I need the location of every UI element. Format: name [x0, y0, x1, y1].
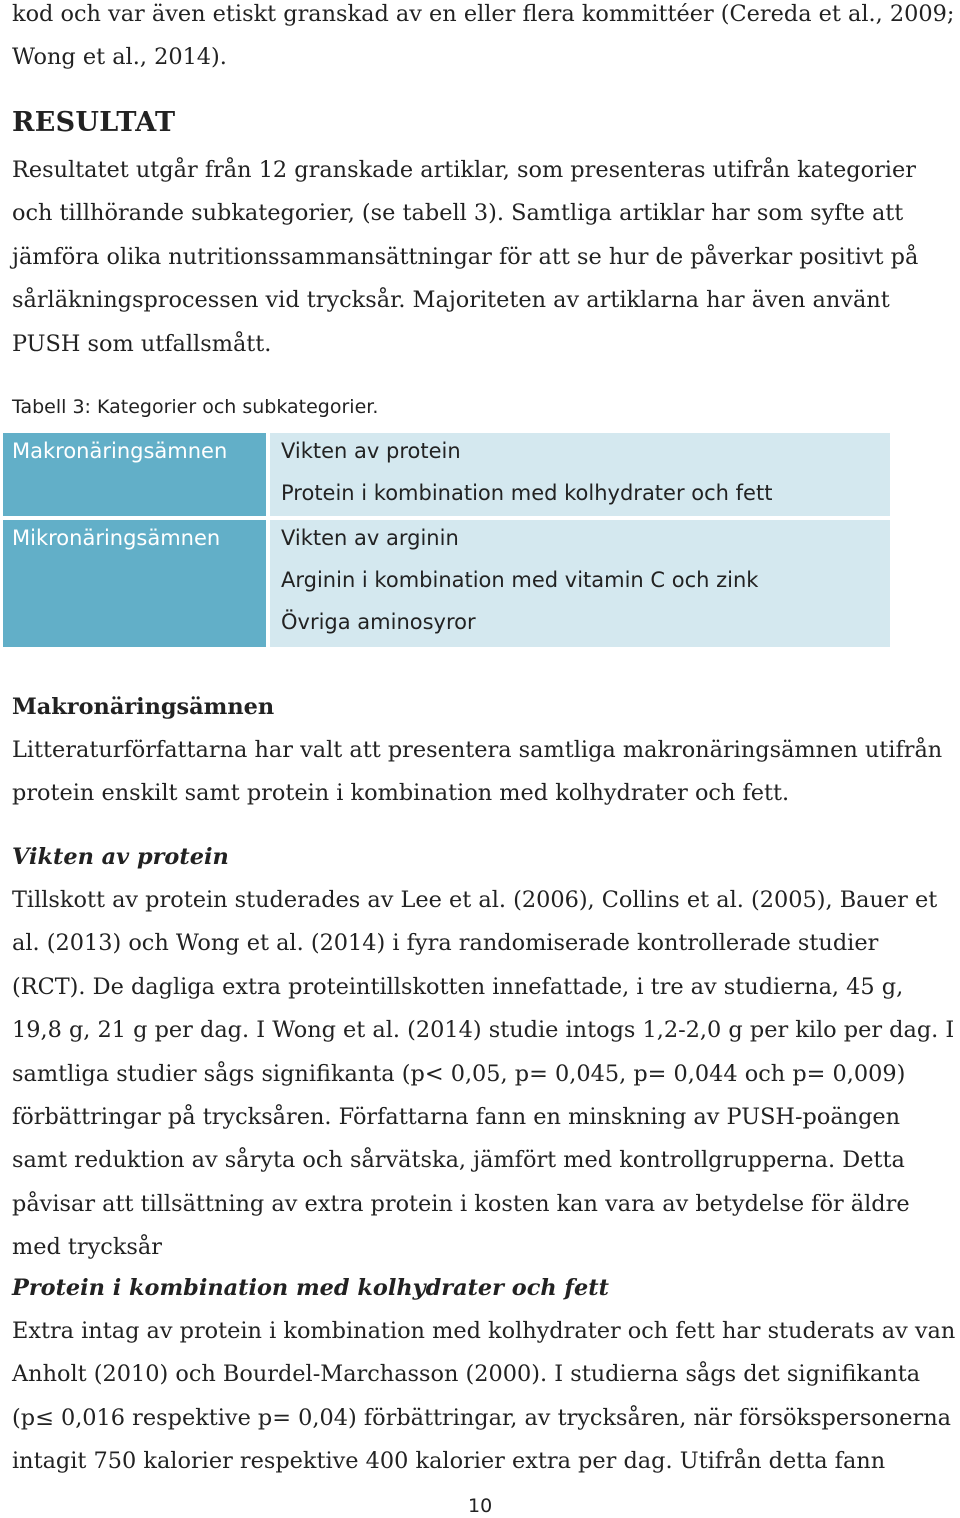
- table-subcategories-makro: [270, 433, 890, 516]
- vikten-paragraph: Tillskott av protein studerades av Lee et al. (2006), Collins et al. (2005), Bauer et al. (2013) och Wong et al. (2014) i fyra randomiserade kontrollerade studier (RCT). De dagliga extra proteintillskotten innefattade, i tre av studierna, 45 g, 19,8 g, 21 g per dag. I Wong et al. (2014) studie intogs 1,2-2,0 g per kilo per dag. I samtliga studier sågs signifikanta (p< 0,05, p= 0,045, p= 0,044 och p= 0,009) förbättringar på trycksåren. Författarna fann en minskning av PUSH-poängen samt reduktion av såryta och sårvätska, jämfört med kontrollgrupperna. Detta påvisar att tillsättning av extra protein i kosten kan vara av betydelse för äldre med trycksår: [12, 887, 955, 1261]
- subcategory-label: Övriga aminosyror: [281, 610, 476, 634]
- category-label: Mikronäringsämnen: [12, 526, 221, 550]
- subcategory-label: Vikten av protein: [281, 439, 461, 463]
- subcategory-label: Arginin i kombination med vitamin C och zink: [281, 568, 759, 592]
- vikten-heading: Vikten av protein: [12, 844, 229, 870]
- table-category-mikro: [3, 520, 266, 647]
- kombination-heading: Protein i kombination med kolhydrater och fett: [12, 1275, 609, 1301]
- subcategory-label: Protein i kombination med kolhydrater och fett: [281, 481, 773, 505]
- makro-heading: Makronäringsämnen: [12, 694, 275, 720]
- makro-paragraph: Litteraturförfattarna har valt att presentera samtliga makronäringsämnen utifrån protein enskilt samt protein i kombination med kolhydrater och fett.: [12, 737, 943, 807]
- page-number: 10: [468, 1495, 493, 1517]
- resultat-heading: RESULTAT: [12, 107, 176, 138]
- subcategory-label: Vikten av arginin: [281, 526, 459, 550]
- resultat-paragraph: Resultatet utgår från 12 granskade artiklar, som presenteras utifrån kategorier och tillhörande subkategorier, (se tabell 3). Samtliga artiklar har som syfte att jämföra olika nutritionssammansättningar för att se hur de påverkar positivt på sårläkningsprocessen vid trycksår. Majoriteten av artiklarna har även använt PUSH som utfallsmått.: [12, 157, 919, 357]
- table-caption: Tabell 3: Kategorier och subkategorier.: [12, 396, 379, 418]
- intro-paragraph: kod och var även etiskt granskad av en eller flera kommittéer (Cereda et al., 2009; Wong et al., 2014).: [12, 1, 955, 71]
- category-label: Makronäringsämnen: [12, 439, 228, 463]
- table-subcategories-mikro: [270, 520, 890, 647]
- table-category-makro: [3, 433, 266, 516]
- kombination-paragraph: Extra intag av protein i kombination med kolhydrater och fett har studerats av van Anholt (2010) och Bourdel-Marchasson (2000). I studierna sågs det signifikanta (p≤ 0,016 respektive p= 0,04) förbättringar, av trycksåren, när försökspersonerna intagit 750 kalorier respektive 400 kalorier extra per dag. Utifrån detta fann: [12, 1318, 956, 1475]
